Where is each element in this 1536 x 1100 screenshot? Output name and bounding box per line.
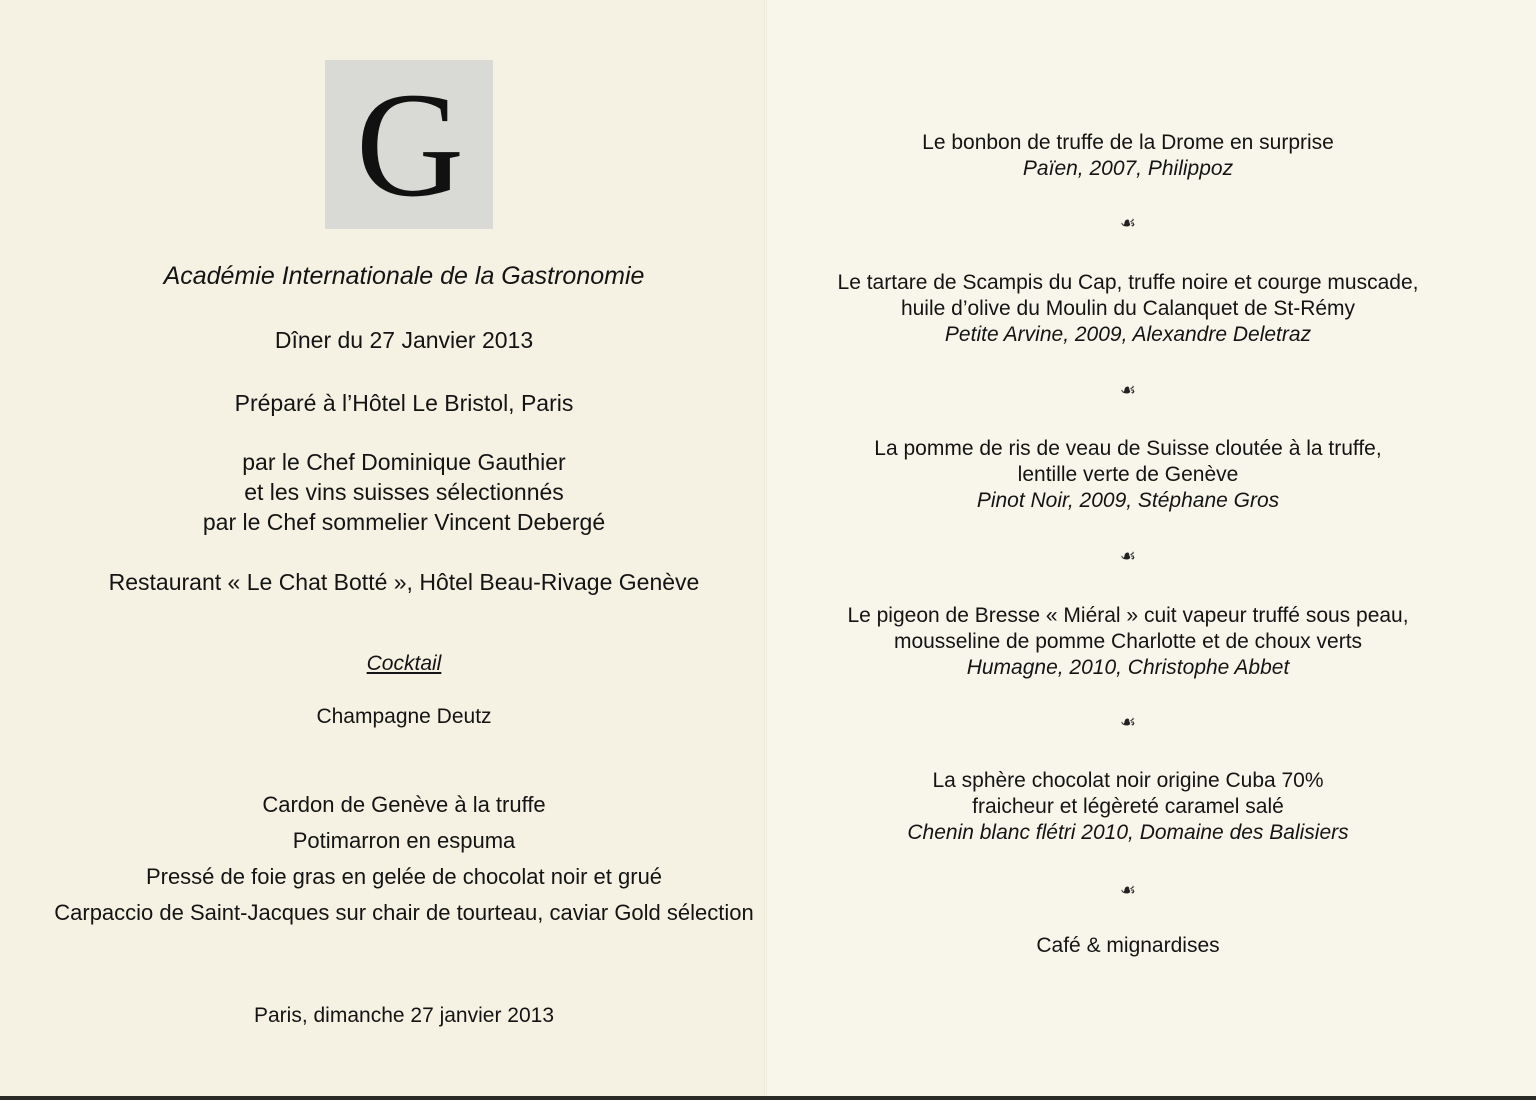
list-item: Potimarron en espuma (292, 828, 516, 853)
dish-line: Le tartare de Scampis du Cap, truffe noire et courge muscade, (837, 271, 1419, 294)
dish-line: mousseline de pomme Charlotte et de choux verts (893, 630, 1363, 653)
academy-logo (325, 60, 493, 229)
amuse-bouche-list (0, 787, 808, 931)
dish-line: fraicheur et légèreté caramel salé (972, 795, 1284, 818)
footer-date: Paris, dimanche 27 janvier 2013 (253, 1004, 554, 1027)
wine-pairing: Humagne, 2010, Christophe Abbet (966, 656, 1290, 679)
chef-line: par le Chef sommelier Vincent Debergé (202, 509, 606, 535)
course-2 (766, 270, 1490, 348)
wine-pairing: Pinot Noir, 2009, Stéphane Gros (976, 489, 1280, 512)
list-item: Carpaccio de Saint-Jacques sur chair de tourteau, caviar Gold sélection (54, 900, 754, 925)
fleuron-ornament-icon: ☙ (1119, 213, 1137, 233)
academy-title: Académie Internationale de la Gastronomie (163, 262, 645, 290)
wine-pairing: Païen, 2007, Philippoz (1022, 157, 1234, 180)
dish-line: huile d’olive du Moulin du Calanquet de St-Rémy (900, 297, 1356, 320)
fleuron-ornament-icon: ☙ (1119, 546, 1137, 566)
dish-line: lentille verte de Genève (1017, 463, 1239, 486)
prepared-at: Préparé à l’Hôtel Le Bristol, Paris (234, 390, 574, 416)
logo-letter: G (355, 61, 463, 228)
fleuron-ornament-icon: ☙ (1119, 880, 1137, 900)
dish-line: La pomme de ris de veau de Suisse cloutée à la truffe, (874, 437, 1382, 460)
fleuron-ornament-icon: ☙ (1119, 380, 1137, 400)
list-item: Cardon de Genève à la truffe (262, 792, 546, 817)
chef-credits (0, 447, 808, 537)
dish-line: La sphère chocolat noir origine Cuba 70% (932, 769, 1324, 792)
closing-course: Café & mignardises (1036, 934, 1220, 957)
cocktail-heading: Cocktail (366, 652, 442, 675)
course-3 (766, 436, 1490, 514)
fleuron-ornament-icon: ☙ (1119, 712, 1137, 732)
scan-edge (0, 1096, 1536, 1100)
course-4 (766, 603, 1490, 681)
dinner-date: Dîner du 27 Janvier 2013 (274, 327, 534, 353)
chef-line: par le Chef Dominique Gauthier (242, 449, 566, 475)
dish-line: Le pigeon de Bresse « Miéral » cuit vapeur truffé sous peau, (847, 604, 1409, 627)
list-item: Pressé de foie gras en gelée de chocolat noir et grué (145, 864, 663, 889)
chef-line: et les vins suisses sélectionnés (244, 479, 564, 505)
wine-pairing: Petite Arvine, 2009, Alexandre Deletraz (944, 323, 1312, 346)
restaurant-line: Restaurant « Le Chat Botté », Hôtel Beau-Rivage Genève (108, 569, 700, 595)
course-5 (766, 768, 1490, 846)
dish-line: Le bonbon de truffe de la Drome en surprise (922, 131, 1334, 154)
course-1 (766, 130, 1490, 182)
cocktail-drink: Champagne Deutz (316, 705, 492, 728)
wine-pairing: Chenin blanc flétri 2010, Domaine des Balisiers (907, 821, 1349, 844)
